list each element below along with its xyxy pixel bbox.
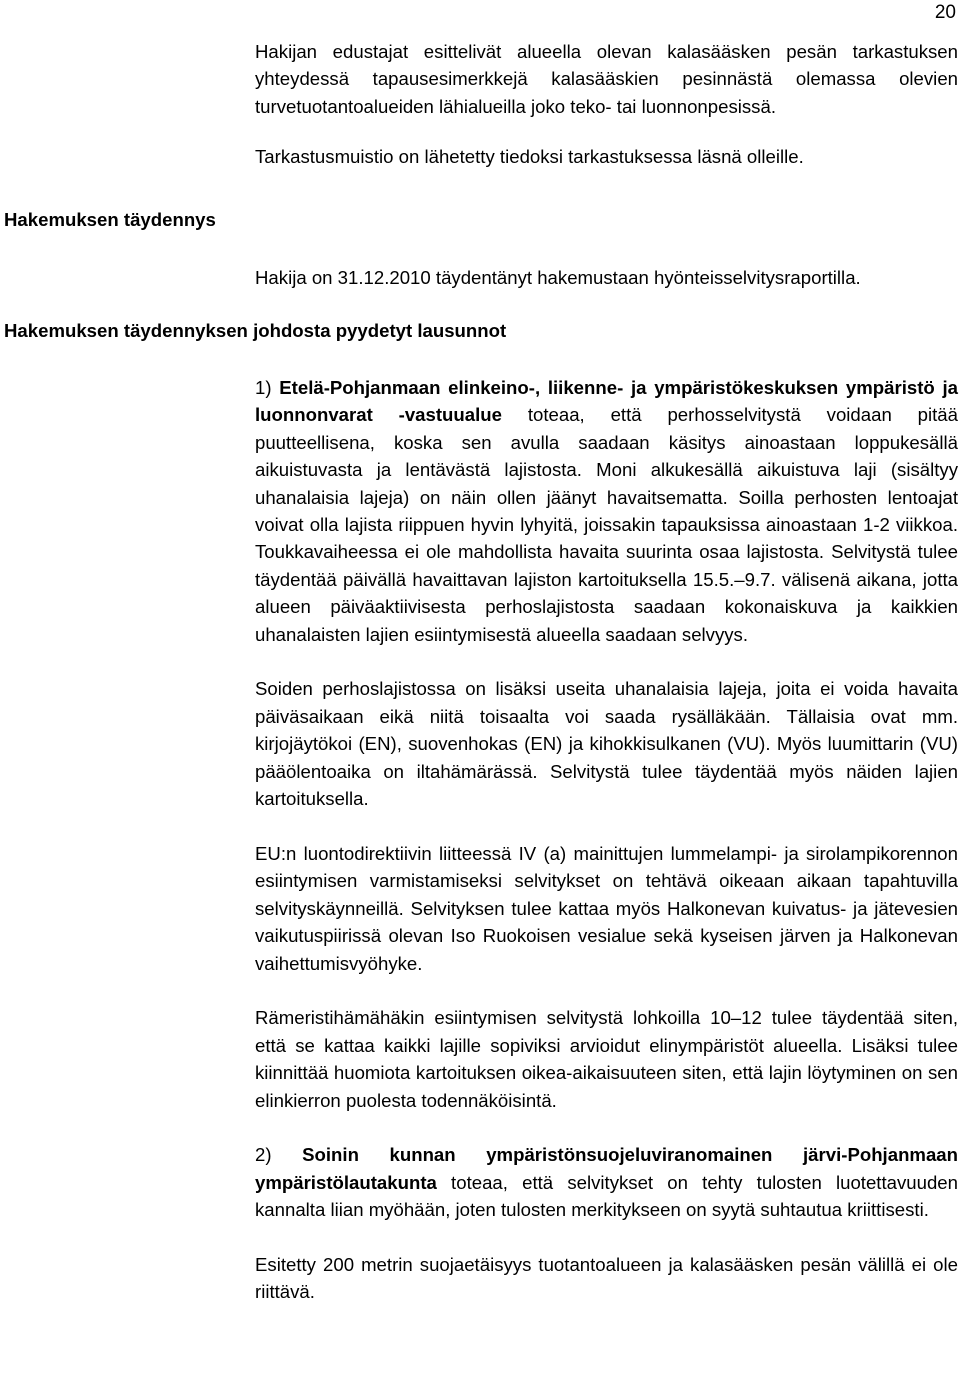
statement-authority: Soinin kunnan ympäristönsuojeluviranomainen järvi-Pohjanmaan ympäristölautakunta (255, 1144, 958, 1193)
statement-1 (255, 374, 958, 648)
paragraph: EU:n luontodirektiivin liitteessä IV (a) mainittujen lummelampi- ja sirolampikorennon esiintymisen varmistamiseksi selvitykset on tehtävä oikeaan aikaan tapahtuvilla selvityskäynneillä. Selvityksen tulee kattaa myös Halkonevan kuivatus- ja jätevesien vaikutuspiirissä olevan Iso Ruokoisen vesialue sekä kyseisen järven ja Halkonevan vaihettumisvyöhyke. (255, 842, 958, 974)
statement-2 (255, 1141, 958, 1223)
section-inspection (255, 38, 958, 171)
statement-text: toteaa, että perhosselvitystä voidaan pitää puutteellisena, koska sen avulla saadaan käsitys ainoastaan loppukesällä aikuistuvasta ja lentävästä lajistosta. Moni alkukesällä aikuistuva laji (sisältyy uhanalaisia lajeja) on näin ollen jäänyt havaitsematta. Soilla perhosten lentoajat voivat olla lajista riippuen hyvin lyhyitä, joissakin tapauksissa ainoastaan 1-2 viikkoa. Toukkavaiheessa ei ole mahdollista havaita suurinta osaa lajistosta. Selvitystä tulee täydentää päivällä havaittavan lajiston kartoituksella 15.5.–9.7. välisenä aikana, jotta alueen päiväaktiivisesta perhoslajistosta saadaan kokonaiskuva ja kaikkien uhanalaisten lajien esiintymisestä alueella saadaan selvyys. (255, 404, 958, 645)
page-number: 20 (934, 2, 956, 23)
statement-number: 2) (255, 1144, 303, 1166)
paragraph: Hakijan edustajat esittelivät alueella olevan kalasääsken pesän tarkastuksen yhteydessä tapausesimerkkejä kalasääskien pesinnästä olemassa olevien turvetuotantoalueiden lähialueilla joko teko- tai luonnonpesissä. (255, 41, 958, 117)
paragraph: Rämeristihämähäkin esiintymisen selvitystä lohkoilla 10–12 tulee täydentää siten, että se kattaa kaikki lajille sopiviksi arvioidut elinympäristöt alueella. Lisäksi tulee kiinnittää huomiota kartoituksen oikea-aikaisuuteen siten, että lajin löytyminen on sen elinkierron puolesta todennäköisintä. (255, 1007, 958, 1111)
section-statements (255, 374, 958, 1306)
statement-authority: Etelä-Pohjanmaan elinkeino-, liikenne- ja ympäristökeskuksen ympäristö ja luonnonvarat -vastuualue (255, 377, 958, 426)
statement-text: toteaa, että selvitykset on tehty tulosten luotettavuuden kannalta liian myöhään, joten tulosten merkitykseen on syytä suhtautua kriittisesti. (255, 1171, 958, 1221)
heading-supplement: Hakemuksen täydennys (4, 209, 216, 230)
section-supplement (255, 264, 958, 291)
paragraph: Esitetty 200 metrin suojaetäisyys tuotantoalueen ja kalasääsken pesän välillä ei ole riittävä. (255, 1253, 958, 1303)
paragraph: Tarkastusmuistio on lähetetty tiedoksi tarkastuksessa läsnä olleille. (255, 146, 804, 168)
heading-statements: Hakemuksen täydennyksen johdosta pyydetyt lausunnot (4, 320, 507, 341)
paragraph: Hakija on 31.12.2010 täydentänyt hakemustaan hyönteisselvitysraportilla. (255, 267, 861, 288)
statement-number: 1) (255, 377, 280, 398)
paragraph: Soiden perhoslajistossa on lisäksi useita uhanalaisia lajeja, joita ei voida havaita päiväsaikaan eikä niitä toisaalta voi saada rysälläkään. Tällaisia ovat mm. kirjojäytökoi (EN), suovenhokas (EN) ja kihokkisulkanen (VU). Myös luumittarin (VU) pääölentoaika on iltahämärässä. Selvitystä tulee täydentää myös näiden lajien kartoituksella. (255, 678, 958, 810)
